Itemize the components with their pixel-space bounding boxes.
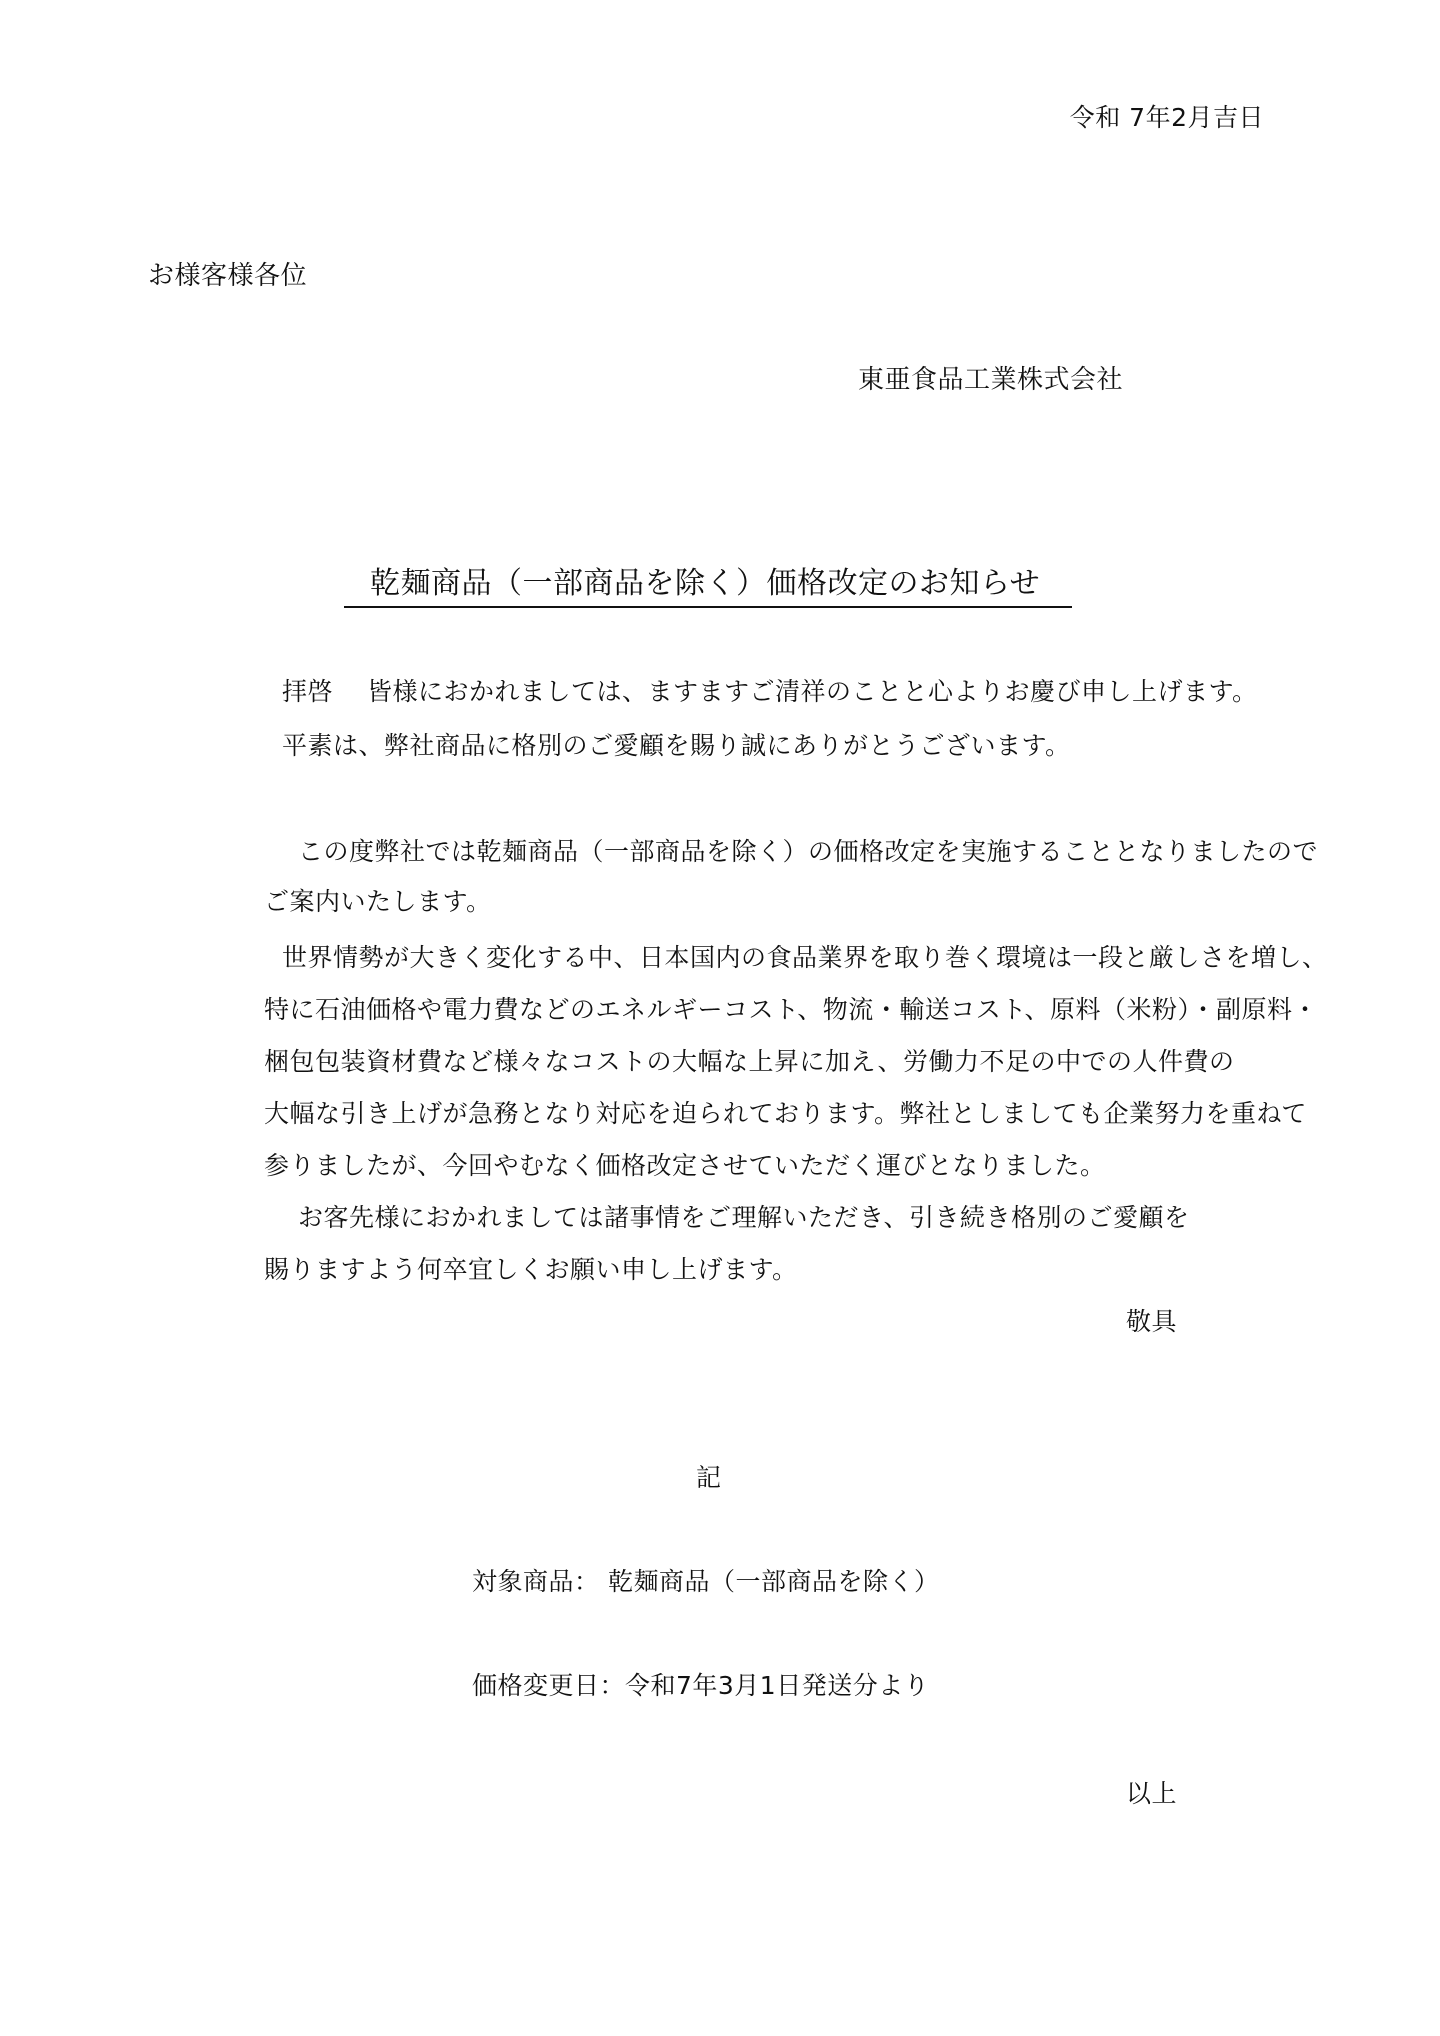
body-line: 拝啓 皆様におかれましては、ますますご清祥のことと心よりお慶び申し上げます。 — [282, 677, 1258, 706]
body-line: お客先様におかれましては諸事情をご理解いただき、引き続き格別のご愛顧を — [298, 1203, 1190, 1232]
body-line: 平素は、弊社商品に格別のご愛顧を賜り誠にありがとうございます。 — [282, 731, 1071, 760]
body-line: 世界情勢が大きく変化する中、日本国内の食品業界を取り巻く環境は一段と厳しさを増し、 — [282, 943, 1328, 972]
body-line: 参りましたが、今回やむなく価格改定させていただく運びとなりました。 — [264, 1151, 1106, 1180]
details-heading: 記 — [696, 1463, 722, 1492]
title-underline — [344, 562, 1072, 608]
body-line: 梱包包装資材費など様々なコストの大幅な上昇に加え、労働力不足の中での人件費の — [264, 1047, 1235, 1076]
sender-company: 東亜食品工業株式会社 — [858, 365, 1124, 395]
document-title: 乾麺商品（一部商品を除く）価格改定のお知らせ — [370, 566, 1041, 601]
issue-date: 令和 7年2月吉日 — [1069, 103, 1264, 132]
body-line: ご案内いたします。 — [264, 887, 492, 916]
body-line: 特に石油価格や電力費などのエネルギーコスト、物流・輸送コスト、原料（米粉）・副原料・ — [264, 995, 1319, 1024]
closing-keigu: 敬具 — [1126, 1307, 1178, 1336]
recipient: お様客様各位 — [148, 261, 308, 291]
body-line: 大幅な引き上げが急務となり対応を迫られております。弊社としましても企業努力を重ねて — [264, 1099, 1307, 1128]
closing-ijou: 以上 — [1126, 1779, 1178, 1808]
body-line: 賜りますよう何卒宜しくお願い申し上げます。 — [264, 1255, 798, 1284]
price-change-date: 価格変更日：令和7年3月1日発送分より — [472, 1671, 930, 1700]
target-products: 対象商品： 乾麺商品（一部商品を除く） — [472, 1567, 940, 1596]
body-line: この度弊社では乾麺商品（一部商品を除く）の価格改定を実施することとなりましたので — [298, 837, 1319, 866]
